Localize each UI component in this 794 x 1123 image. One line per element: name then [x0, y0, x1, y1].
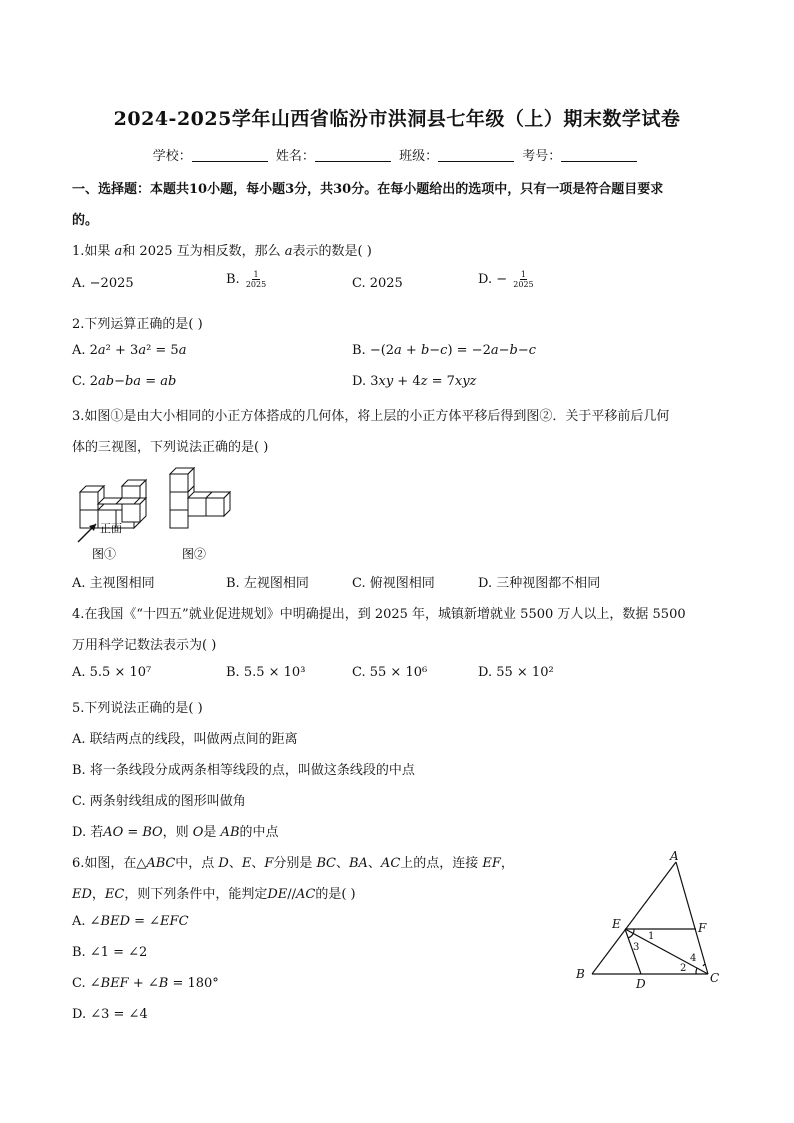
q6-option-d[interactable]: D. ∠3 = ∠4: [72, 1007, 148, 1022]
figure-2-cubes: [170, 468, 230, 528]
label-angle-4: 4: [690, 953, 697, 964]
q3-option-a[interactable]: A. 主视图相同: [72, 576, 155, 591]
q4-option-b[interactable]: B. 5.5 × 10³: [226, 665, 306, 680]
fig2-caption: 图②: [182, 547, 207, 561]
q3-option-b[interactable]: B. 左视图相同: [226, 576, 309, 591]
q6-option-a[interactable]: A. ∠𝐵𝐸𝐷 = ∠𝐸𝐹𝐶: [72, 914, 189, 929]
q5-option-d[interactable]: D. 若𝐴𝑂 = 𝐵𝑂，则 𝑂是 𝐴𝐵的中点: [72, 825, 279, 840]
q1-option-d-fraction: [513, 270, 533, 289]
q2-option-a[interactable]: A. 2𝑎² + 3𝑎² = 5𝑎: [72, 343, 187, 358]
q6-stem-line1: 6.如图，在△𝐴𝐵𝐶中，点 𝐷、𝐸、𝐹分别是 𝐵𝐶、𝐵𝐴、𝐴𝐶上的点，连接 𝐸𝐹，: [72, 856, 514, 871]
q2-option-d[interactable]: D. 3𝑥𝑦 + 4𝑧 = 7𝑥𝑦𝑧: [352, 374, 477, 389]
q3-stem-line1: 3.如图①是由大小相同的小正方体搭成的几何体，将上层的小正方体平移后得到图②．关于平移前后几何: [72, 409, 670, 424]
q3-option-d[interactable]: D. 三种视图都不相同: [478, 576, 601, 591]
section-heading-line1: 一、选择题：本题共10小题，每小题3分，共30分。在每小题给出的选项中，只有一项是符合题目要求: [72, 182, 664, 197]
q1-b-numerator: 1: [253, 270, 259, 279]
q3-stem-line2: 体的三视图，下列说法正确的是( ): [72, 440, 269, 455]
q1-d-numerator: 1: [520, 270, 526, 279]
label-D: D: [636, 977, 646, 991]
angle-4-arc: [703, 964, 705, 966]
fig1-caption: 图①: [92, 547, 117, 561]
q3-option-c[interactable]: C. 俯视图相同: [352, 576, 435, 591]
section-heading-line2: 的。: [72, 213, 99, 228]
q5-stem: 5.下列说法正确的是( ): [72, 701, 203, 716]
q2-stem: 2.下列运算正确的是( ): [72, 317, 203, 332]
angle-3-arc: [628, 934, 633, 938]
label-angle-3: 3: [633, 942, 640, 953]
q4-option-a[interactable]: A. 5.5 × 10⁷: [72, 665, 152, 680]
q1-option-b-prefix: B.: [226, 272, 240, 287]
q4-option-c[interactable]: C. 55 × 10⁶: [352, 665, 428, 680]
school-blank[interactable]: [192, 148, 268, 162]
number-label: 考号：: [522, 149, 562, 164]
page-title: 2024-2025学年山西省临汾市洪洞县七年级（上）期末数学试卷: [113, 108, 681, 130]
q6-option-b[interactable]: B. ∠1 = ∠2: [72, 945, 148, 960]
q2-option-b[interactable]: B. −(2𝑎 + 𝑏−𝑐) = −2𝑎−𝑏−𝑐: [352, 343, 536, 358]
label-B: B: [576, 967, 585, 981]
label-F: F: [698, 921, 707, 935]
class-blank[interactable]: [438, 148, 514, 162]
front-label: 正面: [100, 522, 122, 535]
q6-triangle-figure: [570, 848, 730, 993]
class-label: 班级：: [399, 149, 439, 164]
angle-1-arc: [633, 929, 634, 934]
q1-option-b[interactable]: [226, 270, 266, 289]
q1-stem: 1.如果 𝑎和 2025 互为相反数，那么 𝑎表示的数是( ): [72, 244, 372, 259]
q5-option-b[interactable]: B. 将一条线段分成两条相等线段的点，叫做这条线段的中点: [72, 763, 415, 778]
q1-d-denominator: 2025: [513, 280, 534, 289]
school-label: 学校：: [152, 149, 192, 164]
q4-stem-line2: 万用科学记数法表示为( ): [72, 638, 217, 653]
label-angle-1: 1: [648, 931, 655, 942]
q1-option-a[interactable]: A. −2025: [72, 276, 134, 291]
q1-option-d-prefix: D. −: [478, 272, 508, 287]
q5-option-a[interactable]: A. 联结两点的线段，叫做两点间的距离: [72, 732, 298, 747]
name-blank[interactable]: [315, 148, 391, 162]
q1-option-d[interactable]: [478, 270, 534, 289]
q1-option-c[interactable]: C. 2025: [352, 276, 403, 291]
segment-AB: [592, 862, 676, 974]
name-label: 姓名：: [275, 149, 315, 164]
angle-2-arc: [696, 968, 697, 974]
label-E: E: [612, 917, 621, 931]
q3-cube-figures: [70, 458, 260, 568]
student-info-row: [0, 145, 794, 164]
q6-stem-line2: 𝐸𝐷，𝐸𝐶，则下列条件中，能判定𝐷𝐸//𝐴𝐶的是( ): [72, 887, 356, 902]
q1-b-denominator: 2025: [245, 280, 267, 289]
q6-option-c[interactable]: C. ∠𝐵𝐸𝐹 + ∠𝐵 = 180°: [72, 976, 219, 991]
label-A: A: [670, 849, 679, 863]
q1-option-b-fraction: [246, 270, 266, 289]
number-blank[interactable]: [561, 148, 637, 162]
label-angle-2: 2: [680, 963, 687, 974]
q2-option-c[interactable]: C. 2𝑎𝑏−𝑏𝑎 = 𝑎𝑏: [72, 374, 177, 389]
q4-option-d[interactable]: D. 55 × 10²: [478, 665, 554, 680]
label-C: C: [710, 971, 720, 985]
figure-1-cubes: [80, 480, 146, 528]
q4-stem-line1: 4.在我国《“十四五”就业促进规划》中明确提出，到 2025 年，城镇新增就业 5500 万人以上，数据 5500: [72, 607, 686, 622]
q5-option-c[interactable]: C. 两条射线组成的图形叫做角: [72, 794, 246, 809]
